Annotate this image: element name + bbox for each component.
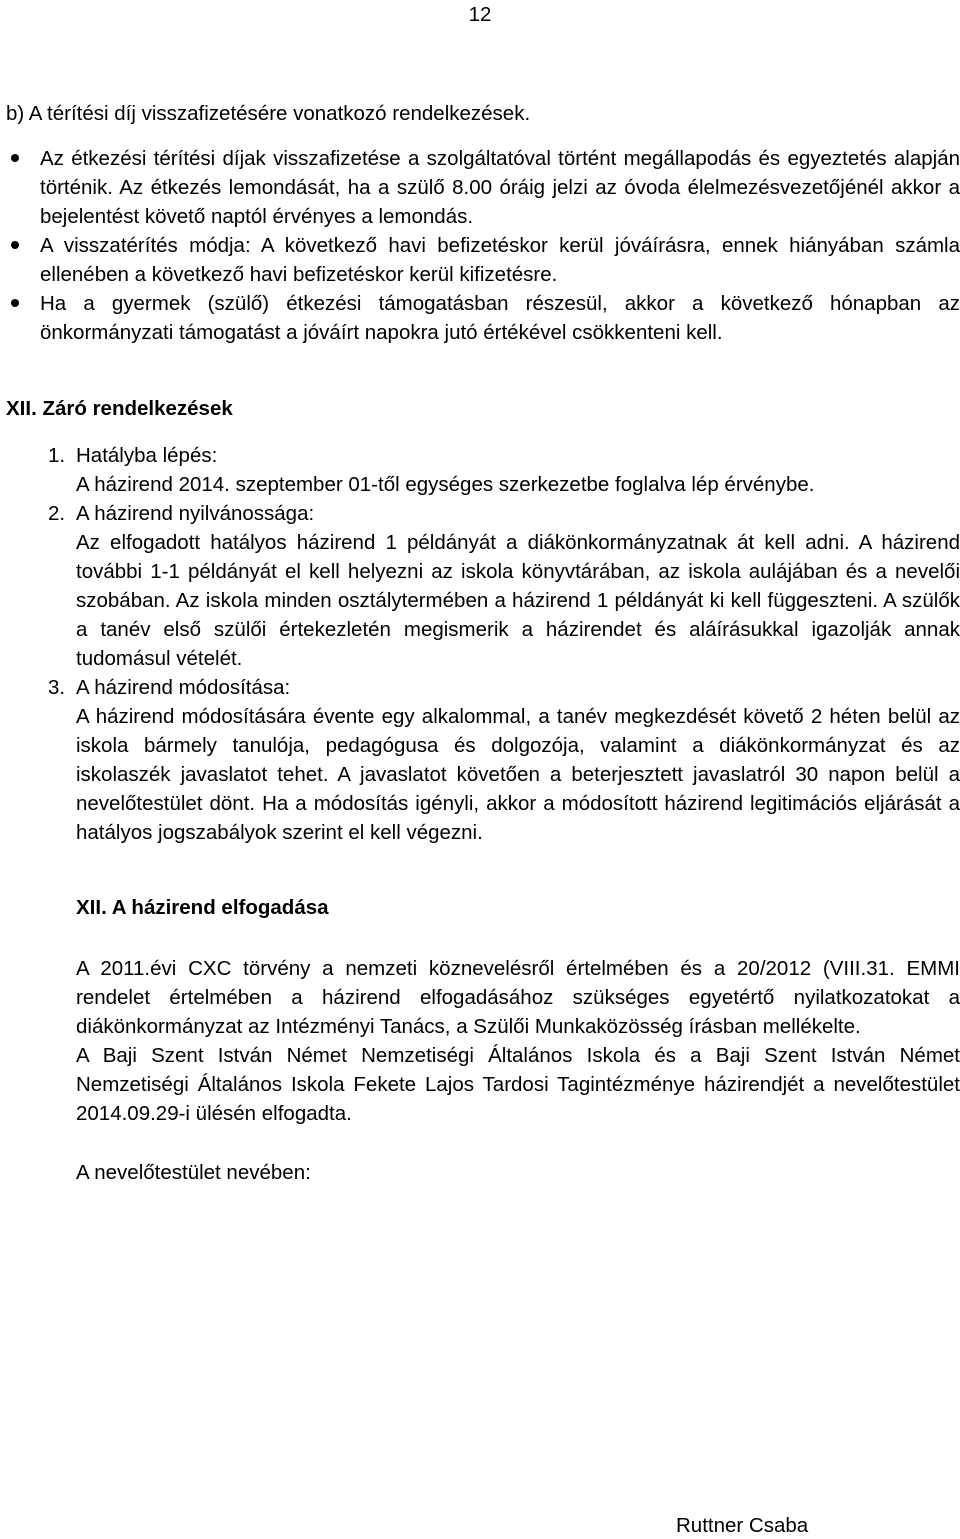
list-item: [6, 673, 960, 847]
page-number: 12: [468, 3, 492, 26]
section-xii-title: XII. Záró rendelkezések: [6, 397, 233, 420]
adoption-paragraph-1: A 2011.évi CXC törvény a nemzeti köznevelésről értelmében és a 20/2012 (VIII.31. EMMI rendelet értelmében a házirend elfogadásához szükséges egyetértő nyilatkozatokat a diákönkormányzat az Intézményi Tanács, a Szülői Munkaközösség írásban mellékelte.: [76, 957, 960, 1038]
item-text: A házirend módosítására évente egy alkalommal, a tanév megkezdését követő 2 héten belül az iskola bármely tanulója, pedagógusa és dolgozója, valamint a diákönkormányzat és az iskolaszék javaslatot tehet. A javaslatot követően a beterjesztett javaslatról 30 napon belül a nevelőtestület dönt. Ha a módosítás igényli, akkor a módosított házirend legitimációs eljárását a hatályos jogszabályok szerint el kell végezni.: [76, 705, 960, 844]
section-b-heading: b) A térítési díj visszafizetésére vonatkozó rendelkezések.: [6, 102, 531, 125]
list-item: [6, 441, 960, 499]
signature-name: Ruttner Csaba: [676, 1514, 809, 1537]
item-label: A házirend módosítása:: [76, 676, 291, 699]
item-number: 1.: [48, 444, 66, 467]
document-body: [6, 99, 960, 1187]
item-text: A házirend 2014. szeptember 01-től egységes szerkezetbe foglalva lép érvénybe.: [76, 473, 815, 496]
section-xii-numbered-list: [6, 441, 960, 847]
bullet-text: A visszatérítés módja: A következő havi befizetéskor kerül jóváírásra, ennek hiányában számla ellenében a következő havi befizetéskor kerül kifizetésre.: [40, 234, 960, 286]
item-number: 3.: [48, 676, 66, 699]
adoption-section-title: XII. A házirend elfogadása: [76, 896, 329, 919]
list-item: Ha a gyermek (szülő) étkezési támogatásban részesül, akkor a következő hónapban az önkormányzati támogatást a jóváírt napokra jutó értékével csökkenteni kell.: [6, 289, 960, 347]
closing-line: A nevelőtestület nevében:: [76, 1161, 311, 1184]
adoption-paragraph-2: A Baji Szent István Német Nemzetiségi Általános Iskola és a Baji Szent István Német Nemzetiségi Általános Iskola Fekete Lajos Tardosi Tagintézménye házirendjét a nevelőtestület 2014.09.29-i ülésén elfogadta.: [76, 1044, 960, 1125]
item-number: 2.: [48, 502, 66, 525]
item-label: A házirend nyilvánossága:: [76, 502, 315, 525]
item-label: Hatályba lépés:: [76, 444, 218, 467]
item-text: Az elfogadott hatályos házirend 1 példányát a diákönkormányzatnak át kell adni. A házirend további 1-1 példányát el kell helyezni az iskola könyvtárában, az iskola aulájában és a nevelői szobában. Az iskola minden osztálytermében a házirend 1 példányát ki kell függeszteni. A szülők a tanév első szülői értekezletén megismerik a házirendet és aláírásukkal igazolják annak tudomásul vételét.: [76, 531, 960, 670]
list-item: [6, 499, 960, 673]
list-item: Az étkezési térítési díjak visszafizetése a szolgáltatóval történt megállapodás és egyeztetés alapján történik. Az étkezés lemondását, ha a szülő 8.00 óráig jelzi az óvoda élelmezésvezetőjénél akkor a bejelentést követő naptól érvényes a lemondás.: [6, 144, 960, 231]
list-item: [6, 231, 960, 289]
section-b-bullet-list: [6, 144, 960, 347]
